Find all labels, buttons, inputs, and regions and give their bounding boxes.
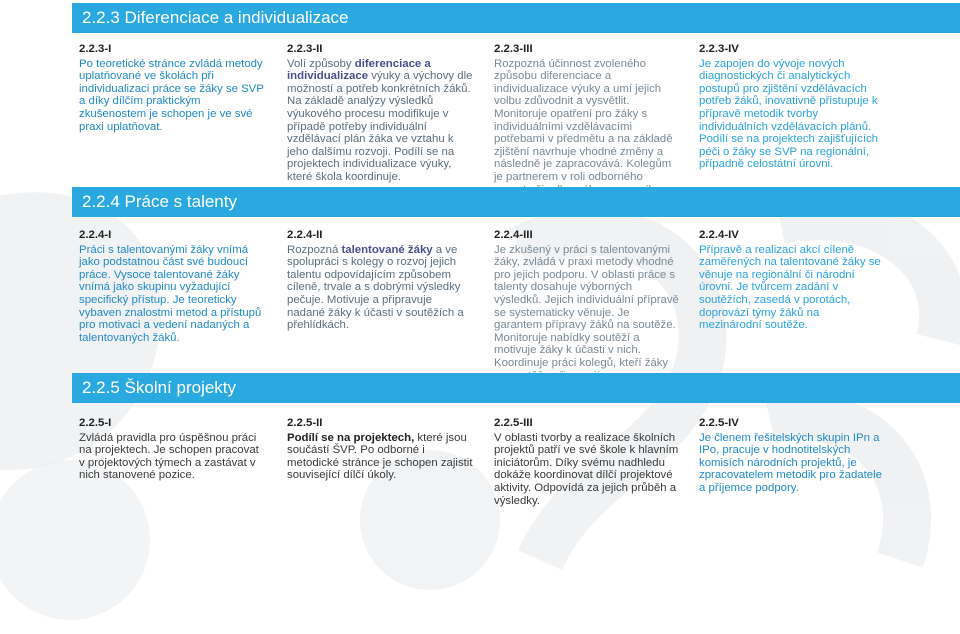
desc-rest: a ve spolupráci s kolegy o rozvoj jejich talentu odpovídajícím způsobem cíleně, trvale a s dobrými výsledky pečuje. Motivuje a připravuje nadané žáky k účasti v soutěžích a přehlídkách.	[287, 243, 464, 332]
level-code: 2.2.4-IV	[699, 229, 739, 241]
level-code: 2.2.5-IV	[699, 417, 739, 429]
level-description: Je členem řešitelských skupin IPn a IPo, pracuje v hodnotitelských komisích národních projektů, je zpracovatelem metodik pro žadatele a příjemce podpory.	[699, 431, 882, 494]
level-description: V oblasti tvorby a realizace školních projektů patří ve své škole k hlavním iniciátorům. Díky svému nadhledu dokáže koordinovat dílčí projektové aktivity. Odpovídá za jejich průběh a výsledky.	[494, 431, 679, 507]
section-heading-diferenciace: 2.2.3 Diferenciace a individualizace	[72, 3, 960, 33]
level-3-cell	[494, 43, 680, 209]
section-heading-projekty: 2.2.5 Školní projekty	[72, 373, 960, 403]
level-4-cell	[699, 229, 885, 332]
desc-prefix: Rozpozná	[287, 243, 342, 256]
level-1-cell	[79, 229, 265, 344]
desc-highlight: diferenciace a individualizace	[287, 57, 431, 83]
level-code: 2.2.3-II	[287, 43, 323, 55]
desc-highlight: Podílí se na projektech,	[287, 431, 415, 444]
level-4-cell	[699, 43, 885, 171]
level-code: 2.2.3-III	[494, 43, 533, 55]
level-2-cell	[287, 229, 473, 332]
level-description: Po teoretické stránce zvládá metody uplatňované ve školách při individualizaci práce se žáky se SVP a díky dílčím praktickým zkušenostem je schopen je ve své praxi uplatňovat.	[79, 57, 264, 133]
level-2-cell	[287, 417, 473, 482]
level-code: 2.2.5-III	[494, 417, 533, 429]
level-1-cell	[79, 417, 265, 482]
desc-prefix: Volí způsoby	[287, 57, 355, 70]
level-2-cell	[287, 43, 473, 184]
level-description	[287, 244, 473, 332]
level-code: 2.2.4-III	[494, 229, 533, 241]
level-code: 2.2.5-I	[79, 417, 112, 429]
level-description: Přípravě a realizaci akcí cíleně zaměřených na talentované žáky se věnuje na regionální či národní úrovni. Je tvůrcem zadání v soutěžích, zasedá v porotách, doprovází týmy žáků na mezinárodní soutěže.	[699, 243, 881, 332]
level-3-cell	[494, 417, 680, 507]
desc-rest: výuky a výchovy dle možností a potřeb konkrétních žáků. Na základě analýzy výsledků výukového procesu modifikuje v případě potřeby individuální vzdělávací plán žáka ve vztahu k jeho dalšímu rozvoji. Podílí se na projektech individualizace výuky, které škola koordinuje.	[287, 70, 473, 183]
desc-highlight: talentované žáky	[341, 243, 433, 256]
level-code: 2.2.5-II	[287, 417, 323, 429]
level-code: 2.2.3-IV	[699, 43, 739, 55]
level-description: Je zapojen do vývoje nových diagnostických či analytických postupů pro zjištění vzdělávacích potřeb žáků, inovativně přistupuje k přípravě metodik tvorby individuálních vzdělávacích plánů. Podílí se na projektech zajišťujících péči o žáky se SVP na regionální, případně celostátní úrovni.	[699, 57, 879, 171]
level-description: Rozpozná účinnost zvoleného způsobu diferenciace a individualizace výuky a umí jejich volbu zdůvodnit a vysvětlit. Monitoruje opatření pro žáky s individuálními vzdělávacími potřebami v předmětu a na základě zjištění navrhuje vhodné změny a následně je zapracovává. Kolegům je partnerem v roli odborného	[494, 57, 673, 183]
level-code: 2.2.4-II	[287, 229, 323, 241]
level-3-cell	[494, 229, 680, 382]
level-description: Práci s talentovanými žáky vnímá jako podstatnou část své budoucí práce. Vysoce talentované žáky vnímá jako skupinu vyžadující specifický přístup. Je teoreticky vybaven znalostmi metod a přístupů pro motivaci a vedení nadaných a talentovaných žáků.	[79, 243, 262, 344]
level-code: 2.2.4-I	[79, 229, 112, 241]
level-1-cell	[79, 43, 265, 133]
level-4-cell	[699, 417, 885, 495]
level-description	[287, 58, 473, 184]
level-code: 2.2.3-I	[79, 43, 112, 55]
level-description: Zvládá pravidla pro úspěšnou práci na projektech. Je schopen pracovat v projektových týmech a zastávat v nich stanovené pozice.	[79, 431, 259, 482]
level-description	[287, 432, 473, 482]
level-description: Je zkušený v práci s talentovanými žáky, zvládá v praxi metody vhodné pro jejich podporu. V oblasti práce s talenty dosahuje výborných výsledků. Jejich individuální přípravě se systematicky věnuje. Je garantem přípravy žáků na soutěže. Monitoruje nabídky soutěží a motivuje žáky k účasti v nich. Koordinuje práci kolegů, kteří žáky	[494, 243, 679, 369]
section-heading-talenty: 2.2.4 Práce s talenty	[72, 187, 960, 217]
desc-rest: které jsou součástí ŠVP. Po odborné i metodické stránce je schopen zajistit související dílčí úkoly.	[287, 431, 473, 482]
